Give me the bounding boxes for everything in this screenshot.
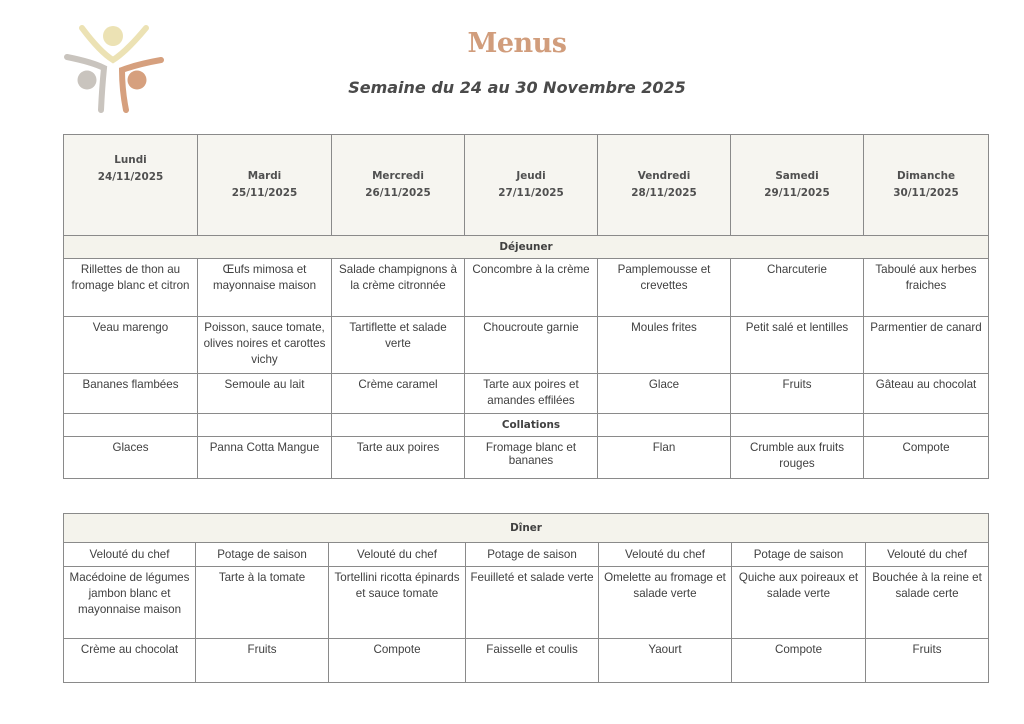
lunch-dessert-row [64,374,989,414]
lunch-starter-row [64,259,989,317]
menu-cell: Faisselle et coulis [466,639,599,683]
menu-cell: Charcuterie [731,259,864,317]
page-title: Menus [467,28,567,59]
menu-cell: Feuilleté et salade verte [466,567,599,639]
menu-cell: Velouté du chef [866,543,989,567]
day-header: Mardi 25/11/2025 [198,135,332,236]
menu-cell: Petit salé et lentilles [731,317,864,374]
dinner-menu-table [63,513,989,683]
menu-cell: Bouchée à la reine et salade certe [866,567,989,639]
day-header: Samedi 29/11/2025 [731,135,864,236]
menu-cell: Poisson, sauce tomate, olives noires et carottes vichy [198,317,332,374]
menu-cell: Œufs mimosa et mayonnaise maison [198,259,332,317]
menu-cell: Flan [598,437,731,479]
menu-cell: Velouté du chef [64,543,196,567]
dinner-dessert-row [64,639,989,683]
menu-cell: Omelette au fromage et salade verte [599,567,732,639]
snack-section-label: Collations [465,414,598,437]
days-header-row [64,135,989,236]
menu-cell: Tortellini ricotta épinards et sauce tomate [329,567,466,639]
day-header: Vendredi 28/11/2025 [598,135,731,236]
menu-cell: Velouté du chef [329,543,466,567]
empty-cell [198,414,332,437]
day-header: Mercredi 26/11/2025 [332,135,465,236]
menu-cell: Tartiflette et salade verte [332,317,465,374]
menu-cell: Moules frites [598,317,731,374]
menu-cell: Tarte aux poires [332,437,465,479]
menu-cell: Salade champignons à la crème citronnée [332,259,465,317]
day-header: Dimanche 30/11/2025 [864,135,989,236]
menu-cell: Panna Cotta Mangue [198,437,332,479]
menu-cell: Concombre à la crème [465,259,598,317]
menu-cell: Glace [598,374,731,414]
menu-cell: Choucroute garnie [465,317,598,374]
menu-cell: Compote [732,639,866,683]
menu-cell: Glaces [64,437,198,479]
menu-cell: Semoule au lait [198,374,332,414]
week-subtitle: Semaine du 24 au 30 Novembre 2025 [348,78,686,97]
menu-cell: Crème caramel [332,374,465,414]
menu-cell: Pamplemousse et crevettes [598,259,731,317]
menu-cell: Fruits [731,374,864,414]
menu-cell: Crumble aux fruits rouges [731,437,864,479]
snack-row [64,437,989,479]
menu-cell: Fromage blanc et bananes [465,437,598,479]
empty-cell [64,414,198,437]
lunch-section-label: Déjeuner [64,236,989,259]
menu-cell: Fruits [866,639,989,683]
empty-cell [598,414,731,437]
menu-cell: Quiche aux poireaux et salade verte [732,567,866,639]
empty-cell [731,414,864,437]
menu-cell: Potage de saison [466,543,599,567]
lunch-section-row [64,236,989,259]
menu-cell: Compote [864,437,989,479]
dinner-soup-row [64,543,989,567]
menu-cell: Tarte à la tomate [196,567,329,639]
dinner-section-row [64,514,989,543]
snack-section-row [64,414,989,437]
day-header: Jeudi 27/11/2025 [465,135,598,236]
menu-cell: Potage de saison [732,543,866,567]
menu-cell: Velouté du chef [599,543,732,567]
lunch-main-row [64,317,989,374]
dinner-main-row [64,567,989,639]
menu-cell: Parmentier de canard [864,317,989,374]
menu-cell: Gâteau au chocolat [864,374,989,414]
dinner-section-label: Dîner [64,514,989,543]
menu-cell: Potage de saison [196,543,329,567]
menu-cell: Macédoine de légumes jambon blanc et mayonnaise maison [64,567,196,639]
menu-cell: Veau marengo [64,317,198,374]
day-header: Lundi 24/11/2025 [64,135,198,236]
empty-cell [332,414,465,437]
empty-cell [864,414,989,437]
menu-cell: Taboulé aux herbes fraiches [864,259,989,317]
menu-cell: Tarte aux poires et amandes effilées [465,374,598,414]
menu-cell: Yaourt [599,639,732,683]
menu-cell: Compote [329,639,466,683]
menu-cell: Crème au chocolat [64,639,196,683]
lunch-menu-table [63,134,989,479]
menu-cell: Bananes flambées [64,374,198,414]
menu-cell: Rillettes de thon au fromage blanc et citron [64,259,198,317]
menu-cell: Fruits [196,639,329,683]
